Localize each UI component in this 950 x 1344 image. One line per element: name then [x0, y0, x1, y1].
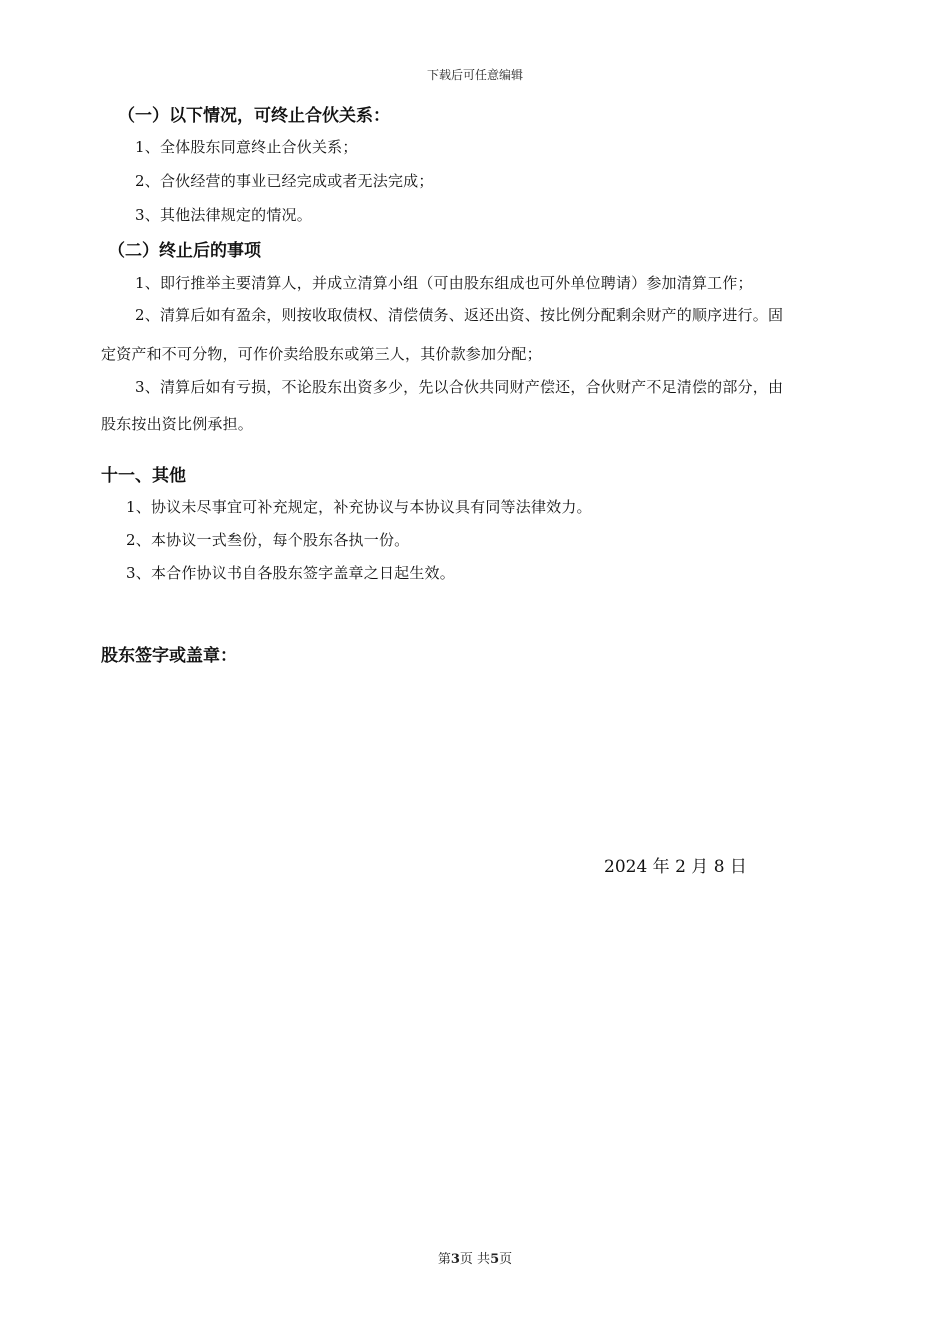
- section-11-heading: 十一、其他: [101, 466, 186, 486]
- section-b-heading: （二）终止后的事项: [108, 241, 261, 261]
- signature-label: 股东签字或盖章：: [101, 646, 237, 666]
- page-header: 下载后可任意编辑: [426, 68, 523, 82]
- section-b-item-3-cont: 股东按出资比例承担。: [101, 415, 254, 433]
- footer-total-pages: 5: [490, 1252, 500, 1267]
- section-a-item-3: 3、其他法律规定的情况。: [135, 206, 312, 224]
- section-11-item-3: 3、本合作协议书自各股东签字盖章之日起生效。: [126, 564, 455, 582]
- footer-suffix: 页: [499, 1252, 513, 1267]
- footer-middle: 页 共: [459, 1252, 491, 1267]
- footer-page-number: 3: [450, 1252, 460, 1267]
- section-b-item-2-cont: 定资产和不可分物，可作价卖给股东或第三人，其价款参加分配；: [101, 345, 542, 363]
- section-b-item-3: 3、清算后如有亏损，不论股东出资多少，先以合伙共同财产偿还，合伙财产不足清偿的部分，由: [135, 378, 784, 396]
- agreement-date: 2024 年 2 月 8 日: [604, 857, 747, 877]
- section-11-item-2: 2、本协议一式叁份，每个股东各执一份。: [126, 531, 410, 549]
- footer-prefix: 第: [437, 1252, 451, 1267]
- section-a-item-2: 2、合伙经营的事业已经完成或者无法完成；: [135, 172, 434, 190]
- section-11-item-1: 1、协议未尽事宜可补充规定，补充协议与本协议具有同等法律效力。: [126, 498, 592, 516]
- section-b-item-1: 1、即行推举主要清算人，并成立清算小组（可由股东组成也可外单位聘请）参加清算工作；: [135, 274, 753, 292]
- section-a-item-1: 1、全体股东同意终止合伙关系；: [135, 138, 358, 156]
- section-a-heading: （一）以下情况，可终止合伙关系：: [118, 106, 390, 126]
- page-footer: [0, 1248, 950, 1267]
- section-b-item-2: 2、清算后如有盈余，则按收取债权、清偿债务、返还出资、按比例分配剩余财产的顺序进行。固: [135, 306, 784, 324]
